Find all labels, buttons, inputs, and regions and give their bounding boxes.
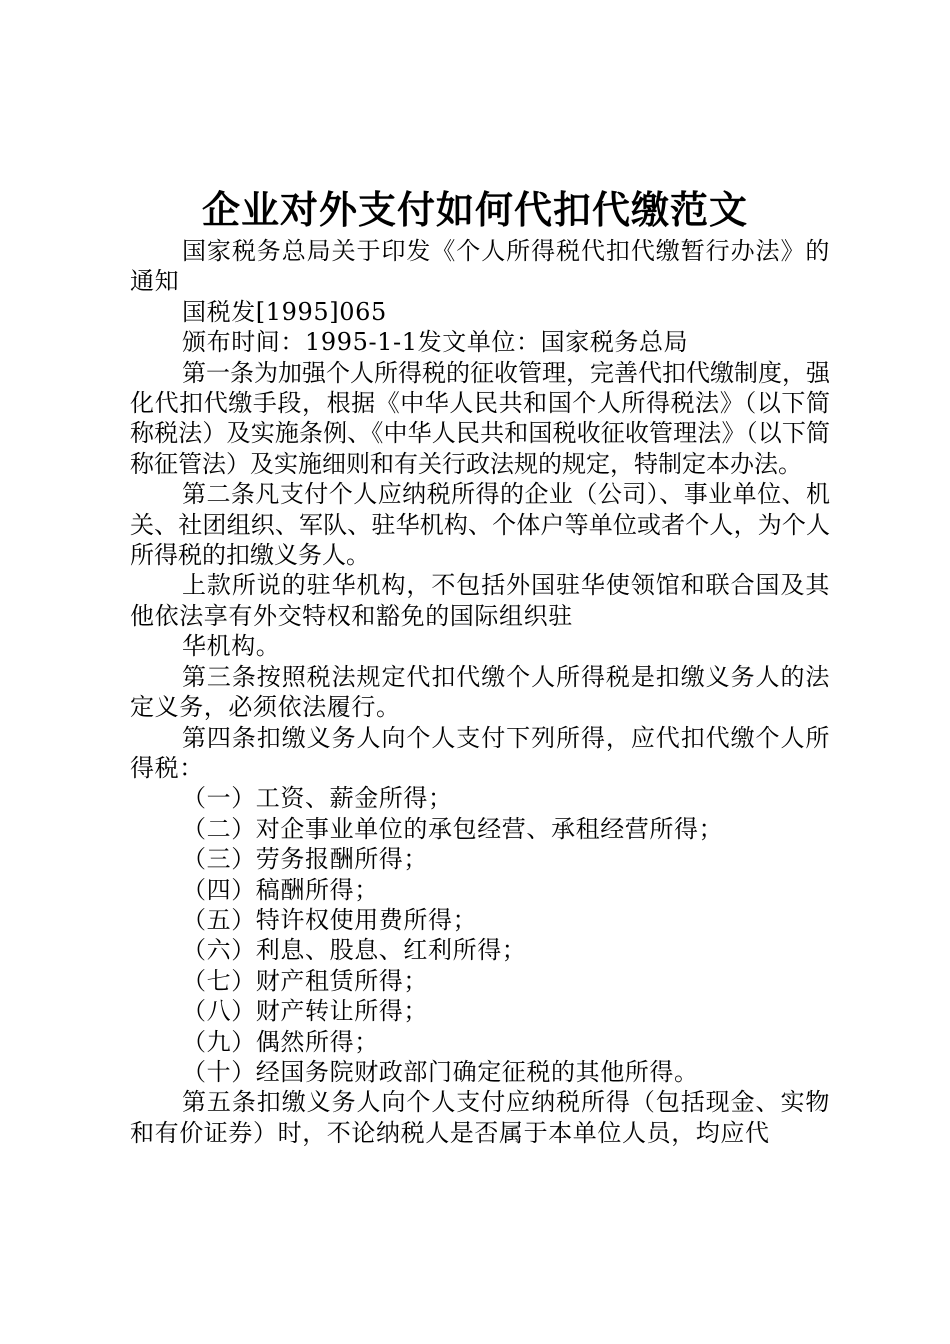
- paragraph-notice-title: 国家税务总局关于印发《个人所得税代扣代缴暂行办法》的通知: [130, 237, 830, 296]
- paragraph-article-5: 第五条扣缴义务人向个人支付应纳税所得（包括现金、实物和有价证券）时，不论纳税人是否属于本单位人员，均应代: [130, 1088, 830, 1147]
- paragraph-document-number: 国税发[1995]065: [182, 297, 387, 326]
- document-body: [130, 236, 830, 1148]
- list-item-income-4: （四）稿酬所得；: [182, 875, 379, 904]
- paragraph-issue-info: 颁布时间：1995-1-1发文单位：国家税务总局: [182, 328, 689, 357]
- paragraph-article-3: 第三条按照税法规定代扣代缴个人所得税是扣缴义务人的法定义务，必须依法履行。: [130, 662, 830, 722]
- paragraph-article-2-clause: 上款所说的驻华机构，不包括外国驻华使领馆和联合国及其他依法享有外交特权和豁免的国际组织驻: [130, 571, 830, 630]
- list-item-income-1: （一）工资、薪金所得；: [182, 784, 453, 813]
- list-item-income-5: （五）特许权使用费所得；: [182, 905, 478, 934]
- document-title: 企业对外支付如何代扣代缴范文: [201, 188, 748, 232]
- list-item-income-8: （八）财产转让所得；: [182, 997, 428, 1026]
- list-item-income-6: （六）利息、股息、红利所得；: [182, 936, 527, 965]
- list-item-income-2: （二）对企事业单位的承包经营、承租经营所得；: [182, 814, 724, 843]
- list-item-income-10: （十）经国务院财政部门确定征税的其他所得。: [182, 1057, 699, 1086]
- paragraph-article-2-clause-end: 华机构。: [182, 632, 281, 661]
- paragraph-article-1: 第一条为加强个人所得税的征收管理，完善代扣代缴制度，强化代扣代缴手段，根据《中华人民共和国个人所得税法》（以下简称税法）及实施条例、《中华人民共和国税收征收管理法》（以下简称征管法）及实施细则和有关行政法规的规定，特制定本办法。: [130, 358, 830, 478]
- paragraph-article-2: 第二条凡支付个人应纳税所得的企业（公司）、事业单位、机关、社团组织、军队、驻华机构、个体户等单位或者个人，为个人所得税的扣缴义务人。: [130, 480, 830, 570]
- list-item-income-3: （三）劳务报酬所得；: [182, 845, 428, 874]
- paragraph-article-4: 第四条扣缴义务人向个人支付下列所得，应代扣代缴个人所得税：: [130, 723, 830, 782]
- list-item-income-9: （九）偶然所得；: [182, 1027, 379, 1056]
- list-item-income-7: （七）财产租赁所得；: [182, 966, 428, 995]
